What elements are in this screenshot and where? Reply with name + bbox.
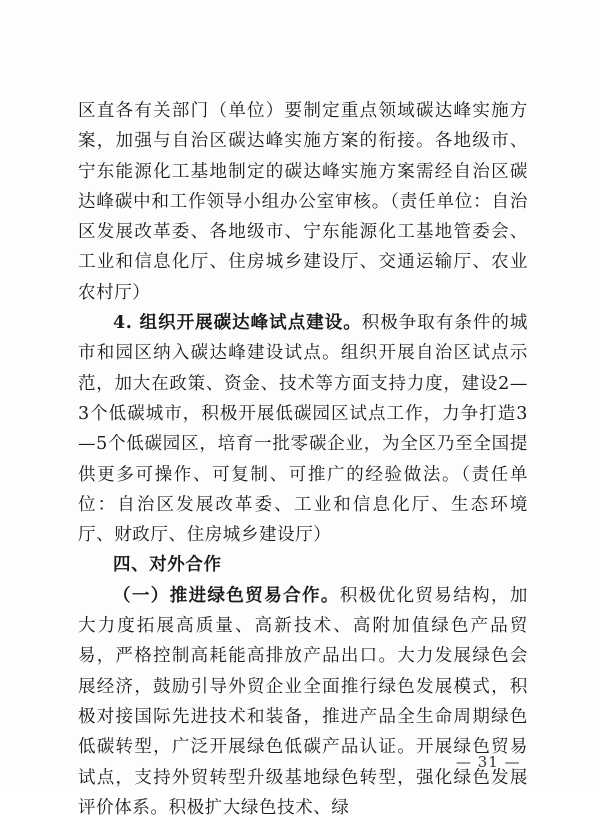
item-4-body: 积极争取有条件的城市和园区纳入碳达峰建设试点。组织开展自治区试点示范，加大在政策、资金、技术等方面支持力度，建设2—3个低碳城市，积极开展低碳园区试点工作，力争打造3—5个低碳园区，培育一批零碳企业，为全区乃至全国提供更多可操作、可复制、可推广的经验做法。（责任单位：自治区发展改革委、工业和信息化厅、生态环境厅、财政厅、住房城乡建设厅） bbox=[78, 313, 528, 546]
subsection-1-body: 积极优化贸易结构，加大力度拓展高质量、高新技术、高附加值绿色产品贸易，严格控制高耗能高排放产品出口。大力发展绿色会展经济，鼓励引导外贸企业全面推行绿色发展模式，积极对接国际先进技术和装备，推进产品全生命周期绿色低碳转型，广泛开展绿色低碳产品认证。开展绿色贸易试点，支持外贸转型升级基地绿色转型，强化绿色发展评价体系。积极扩大绿色技术、绿 bbox=[78, 585, 529, 818]
paragraph-continued: 区直各有关部门（单位）要制定重点领域碳达峰实施方案，加强与自治区碳达峰实施方案的衔接。各地级市、宁东能源化工基地制定的碳达峰实施方案需经自治区碳达峰碳中和工作领导小组办公室审核。（责任单位：自治区发展改革委、各地级市、宁东能源化工基地管委会、工业和信息化厅、住房城乡建设厅、交通运输厅、农业农村厅） bbox=[78, 101, 528, 303]
item-4-paragraph bbox=[78, 308, 528, 550]
section-heading: 四、对外合作 bbox=[113, 555, 222, 576]
document-body bbox=[78, 96, 528, 823]
subsection-1-label: （一）推进绿色贸易合作。 bbox=[113, 585, 340, 606]
subsection-1-paragraph bbox=[78, 581, 528, 823]
page-number: — 31 — bbox=[456, 753, 521, 771]
item-4-label: 4. 组织开展碳达峰试点建设。 bbox=[113, 313, 362, 334]
